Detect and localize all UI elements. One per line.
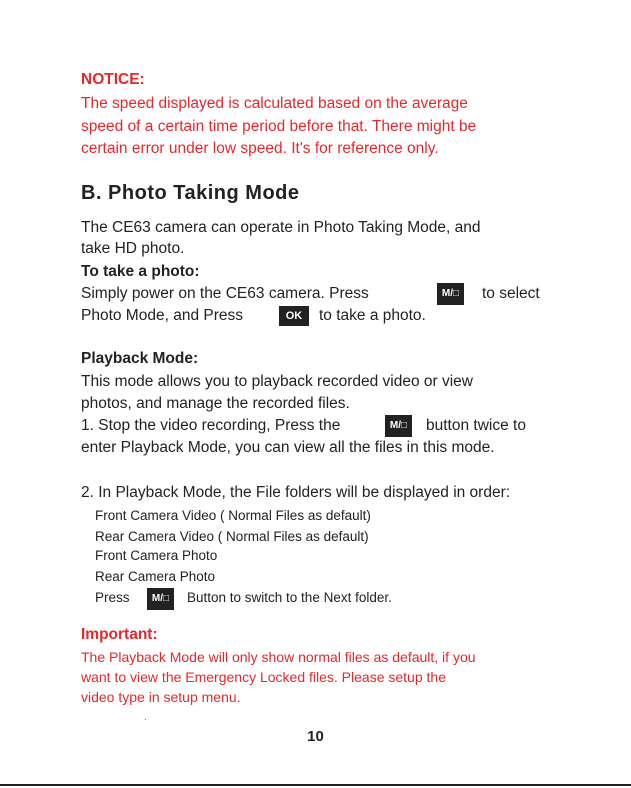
notice-title: NOTICE:	[81, 71, 145, 88]
important-line-2: want to view the Emergency Locked files. Please setup the	[81, 669, 446, 685]
notice-line-3: certain error under low speed. It's for reference only.	[81, 140, 439, 157]
bottom-rule	[0, 784, 631, 786]
important-line-3: video type in setup menu.	[81, 689, 241, 705]
stray-dot: .	[144, 712, 147, 723]
press-label: Press	[95, 590, 130, 605]
folder-item-3: Front Camera Photo	[95, 548, 218, 563]
step1-line-a: 1. Stop the video recording, Press the	[81, 417, 341, 434]
important-line-1: The Playback Mode will only show normal files as default, if you	[81, 649, 476, 665]
take-photo-line-2b: to take a photo.	[319, 307, 426, 324]
take-photo-title: To take a photo:	[81, 263, 200, 280]
take-photo-line-1a: Simply power on the CE63 camera. Press	[81, 285, 369, 302]
intro-line-2: take HD photo.	[81, 240, 185, 257]
intro-line-1: The CE63 camera can operate in Photo Taking Mode, and	[81, 219, 481, 236]
notice-line-2: speed of a certain time period before that. There might be	[81, 118, 477, 135]
page-number: 10	[307, 728, 324, 745]
press-instruction: Button to switch to the Next folder.	[187, 590, 392, 605]
mode-button-icon: M/□	[147, 588, 174, 610]
folder-item-4: Rear Camera Photo	[95, 569, 216, 584]
take-photo-line-2a: Photo Mode, and Press	[81, 307, 243, 324]
take-photo-line-1b: to select	[482, 285, 540, 302]
step1-line-c: enter Playback Mode, you can view all the files in this mode.	[81, 439, 495, 456]
playback-title: Playback Mode:	[81, 350, 199, 367]
playback-line-1: This mode allows you to playback recorded video or view	[81, 373, 473, 390]
playback-line-2: photos, and manage the recorded files.	[81, 395, 350, 412]
folder-item-2: Rear Camera Video ( Normal Files as default)	[95, 529, 369, 544]
important-title: Important:	[81, 626, 158, 643]
mode-button-icon: M/□	[437, 283, 464, 305]
mode-button-icon: M/□	[385, 415, 412, 437]
step1-line-b: button twice to	[426, 417, 526, 434]
folder-item-1: Front Camera Video ( Normal Files as default)	[95, 508, 371, 523]
ok-button-icon: OK	[279, 306, 309, 326]
section-heading: B. Photo Taking Mode	[81, 182, 300, 204]
step2-line: 2. In Playback Mode, the File folders will be displayed in order:	[81, 484, 511, 501]
notice-line-1: The speed displayed is calculated based on the average	[81, 95, 468, 112]
